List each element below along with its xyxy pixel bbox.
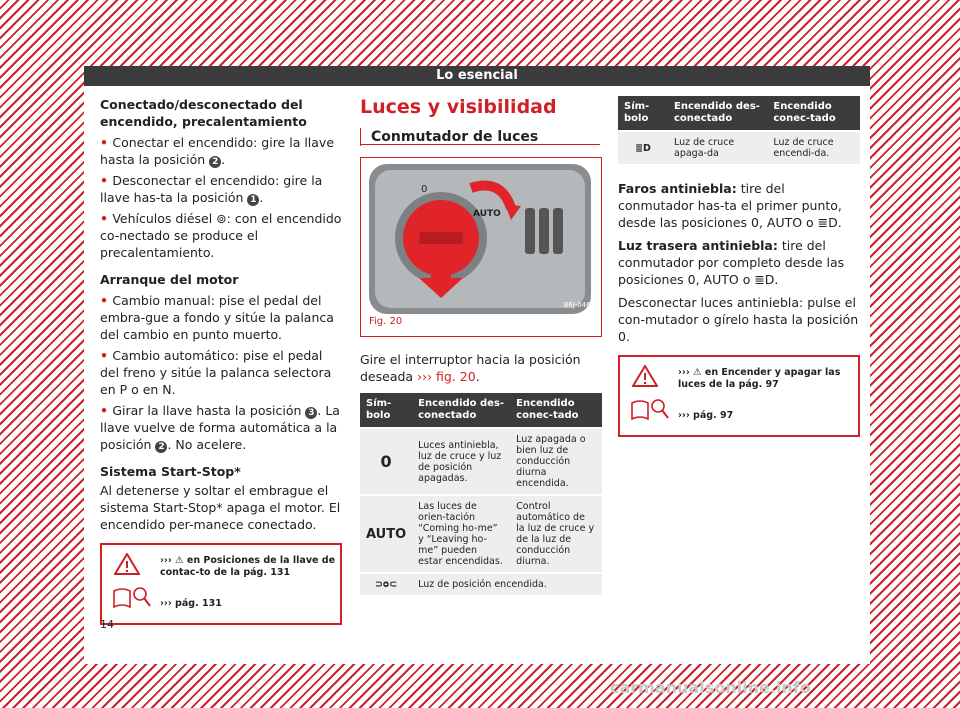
subsection-title: Conmutador de luces — [360, 128, 602, 146]
section-title: Luces y visibilidad — [360, 96, 557, 118]
bullet-4: • Cambio manual: pise el pedal del embra-gue a fondo y sitúe la palanca del cambio en punto muerto. — [100, 293, 334, 342]
figure-caption: Fig. 20 — [369, 316, 403, 327]
disconnect-text: Desconectar luces antiniebla: pulse el con-mutador o gírelo hasta la posición 0. — [618, 295, 859, 344]
fig-ref[interactable]: ››› fig. 20 — [417, 369, 476, 384]
table-row: ⊃ᴑ⊂ Luz de posición encendida. — [360, 573, 602, 595]
bullet-5: • Cambio automático: pise el pedal del freno y sitúe la palanca selectora en P o en N. — [100, 348, 332, 397]
heading-startstop: Sistema Start-Stop* — [100, 464, 241, 479]
warning-box-1 — [100, 543, 342, 625]
warning-ref-2[interactable]: ››› ⚠ en Encender y apagar las luces de la pág. 97 — [678, 367, 841, 390]
page-ref-2[interactable]: ››› pág. 97 — [678, 410, 734, 421]
symbol-table — [360, 393, 602, 595]
bullet-6: • Girar la llave hasta la posición 3 . La llave vuelve de forma automática a la posición 2 . No acelere. — [100, 403, 340, 452]
column-1 — [100, 96, 342, 625]
rear-fog-text: Luz trasera antiniebla: tire del conmutador por completo desde las posiciones 0, AUTO o ≣D. — [618, 238, 845, 287]
table-row: 0 Luces antiniebla, luz de cruce y luz de posición apagadas. Luz apagada o bien luz de conducción diurna encendida. — [360, 428, 602, 495]
heading-start: Arranque del motor — [100, 272, 239, 287]
warning-icon — [114, 553, 140, 575]
light-switch-illustration — [361, 158, 599, 316]
book-icon — [630, 397, 670, 421]
bullet-1: • Conectar el encendido: gire la llave hasta la posición 2 . — [100, 135, 335, 167]
svg-text:AUTO: AUTO — [473, 209, 501, 219]
th-on: Encendido conec-tado — [510, 393, 602, 428]
fog-lights-text: Faros antiniebla: tire del conmutador has-ta el primer punto, desde las posiciones 0, AUTO o ≣D. — [618, 181, 842, 230]
warning-icon — [632, 365, 658, 387]
table-row: ≣D Luz de cruce apaga-da Luz de cruce encendi-da. — [618, 131, 860, 164]
book-icon — [112, 585, 152, 609]
bullet-2: • Desconectar el encendido: gire la llave has-ta la posición 1 . — [100, 173, 323, 205]
startstop-text: Al detenerse y soltar el embrague el sistema Start-Stop* apaga el motor. El encendido per-manece conectado. — [100, 483, 341, 532]
th-symbol: Sím-bolo — [360, 393, 412, 428]
warning-box-2 — [618, 355, 860, 437]
table-row: AUTO Las luces de orien-tación “Coming ho-me” y “Leaving ho-me” pueden estar encendidas. Control automático de la luz de cruce y de la luz de conducción diurna. — [360, 495, 602, 573]
th-off: Encendido des-conectado — [412, 393, 510, 428]
bullet-3: • Vehículos diésel ⊚: con el encendido co-nectado se produce el precalentamiento. — [100, 211, 342, 260]
figure-code: B6J-0469 — [563, 301, 595, 309]
figure-20 — [360, 157, 602, 337]
watermark: carmanualsonline.info — [610, 678, 811, 697]
instruction: Gire el interruptor hacia la posición deseada ››› fig. 20. — [360, 352, 581, 384]
page-ref-1[interactable]: ››› pág. 131 — [160, 598, 222, 609]
column-3 — [618, 96, 860, 437]
warning-ref-1[interactable]: ››› ⚠ en Posiciones de la llave de contac-to de la pág. 131 — [160, 555, 336, 578]
section-header: Lo esencial — [84, 66, 870, 86]
symbol-table-cont: Sím-bolo Encendido des-conectado Encendido conec-tado ≣D Luz de cruce apaga-da Luz de cruce encendi-da. — [618, 96, 860, 164]
column-2 — [360, 96, 602, 595]
page-number: 14 — [100, 618, 114, 631]
heading-ignition: Conectado/desconectado del encendido, precalentamiento — [100, 97, 307, 129]
svg-text:0: 0 — [421, 184, 428, 195]
